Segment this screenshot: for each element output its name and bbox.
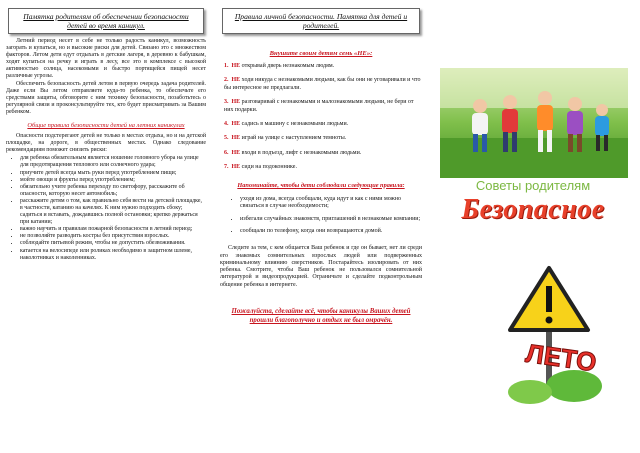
col1-intro: Летний период несет в себе не только радость каникул, возможность загорать и купаться, но и высокие риски для детей. Связано это с множеством факторов. Летом дети едут отдыхать в детские лагеря, в деревню к бабушкам, ходят купаться на речку и играть в лесу, все это в комплексе с высокой активностью солнца, насекомыми и быстро портящейся пищей несет различные угрозы. bbox=[6, 38, 206, 80]
children-running-photo bbox=[440, 68, 628, 178]
col1-para: Опасности подстерегают детей не только в местах отдыха, но и на детской площадке, на дороге, в общественных местах. Однако следование рекомендациям поможет снизить риски: bbox=[6, 133, 206, 154]
col1-bullets bbox=[6, 155, 206, 261]
col2-subtitle: Внушите своим детям семь «НЕ»: bbox=[269, 50, 373, 57]
rule-item: 2. НЕ ходи никуда с незнакомыми людьми, как бы они не уговаривали и что бы интересное не предлагали. bbox=[224, 77, 421, 91]
rules-list bbox=[220, 63, 422, 172]
bullet-item: • приучите детей всегда мыть руки перед употреблением пищи; bbox=[20, 170, 206, 177]
col2-remind-heading: Напоминайте, чтобы дети соблюдали следующие правила: bbox=[237, 181, 405, 189]
rule-item: 5. НЕ играй на улице с наступлением темноты. bbox=[224, 135, 347, 142]
tip-item: • избегали случайных знакомств, приглашений в незнакомые компании; bbox=[240, 216, 422, 223]
leto-sign-text: ЛЕТО bbox=[523, 337, 599, 378]
rule-item: 1. НЕ открывай дверь незнакомым людям. bbox=[224, 63, 335, 69]
bullet-item: • обязательно учите ребенка переходу по светофору, расскажите об опасности, которую несет автомобиль; bbox=[20, 184, 206, 198]
col1-heading: Общие правила безопасности детей на летних каникулах bbox=[27, 122, 185, 130]
tip-item: • сообщали по телефону, когда они возвращаются домой. bbox=[240, 228, 422, 235]
column-personal-safety bbox=[214, 0, 426, 453]
col1-title: Памятка родителям об обеспечении безопасности детей во время каникул. bbox=[8, 8, 204, 34]
rule-item: 6. НЕ входи в подъезд, лифт с незнакомыми людьми. bbox=[224, 149, 362, 156]
bullet-item: • для ребенка обязательным является ношение головного убора на улице для предотвращения теплового или солнечного удара; bbox=[20, 155, 206, 169]
col2-closing: Пожалуйста, сделайте всё, чтобы каникулы Ваших детей прошли благополучно и отдых не был омрачён. bbox=[231, 308, 411, 325]
bullet-item: • мойте овощи и фрукты перед употреблением; bbox=[20, 177, 206, 184]
col2-para: Следите за тем, с кем общается Ваш ребенок и где он бывает, нет ли среди его знакомых сомнительных взрослых людей или подверженных криминальному влиянию сверстников. Постарайтесь изолировать от них ребенка. Смотрите, чтобы Ваш ребенок не пользовался сомнительной литературой и видеопродукцией. Ограничьте и сделайте подконтрольным общение ребенка в интернете. bbox=[220, 245, 422, 288]
tip-item: • уходя из дома, всегда сообщали, куда идут и как с ними можно связаться в случае необходимости; bbox=[240, 196, 422, 211]
bullet-item: • важно научить и правилам пожарной безопасности в летний период; bbox=[20, 226, 206, 233]
column-summer-safety bbox=[0, 0, 214, 453]
column-cover bbox=[426, 0, 640, 453]
cover-subtitle: Советы родителям bbox=[475, 178, 591, 193]
rule-item: 3. НЕ разговаривай с незнакомыми и малознакомыми людьми, не бери от них подарки. bbox=[224, 99, 414, 113]
col2-title: Правила личной безопасности. Памятка для детей и родителей. bbox=[222, 8, 420, 34]
warning-sign-illustration bbox=[502, 258, 612, 408]
bullet-item: • не позволяйте разводить костры без присутствия взрослых. bbox=[20, 233, 206, 240]
tips-list bbox=[220, 196, 422, 235]
cover-title: Безопасное bbox=[461, 194, 605, 225]
rule-item: 7. НЕ сиди на подоконнике. bbox=[224, 164, 297, 171]
rule-item: 4. НЕ садись в машину с незнакомыми людьми. bbox=[224, 121, 349, 128]
bullet-item: • расскажите детям о том, как правильно себя вести на детской площадке, в частности, катанию на качелях. К ним нужно подходить сбоку; садиться и вставать, дождавшись полной остановки; крепко держаться при катании; bbox=[20, 198, 206, 226]
col1-intro2: Обеспечить безопасность детей летом в первую очередь задача родителей. Даже если Вы летом отправляете куда-то ребенка, то обеспечьте его средствами защиты, обговорите с ним технику безопасности, позаботьтесь о регулярной связи и проконсультируйте тех, кто будет присматривать за Вашим ребенком. bbox=[6, 80, 206, 115]
bullet-item: • катается на велосипеде или роликах необходимо в защитном шлеме, наколотниках и наколенниках. bbox=[20, 248, 206, 262]
bullet-item: • соблюдайте питьевой режим, чтобы не допустить обезвоживания. bbox=[20, 240, 206, 247]
